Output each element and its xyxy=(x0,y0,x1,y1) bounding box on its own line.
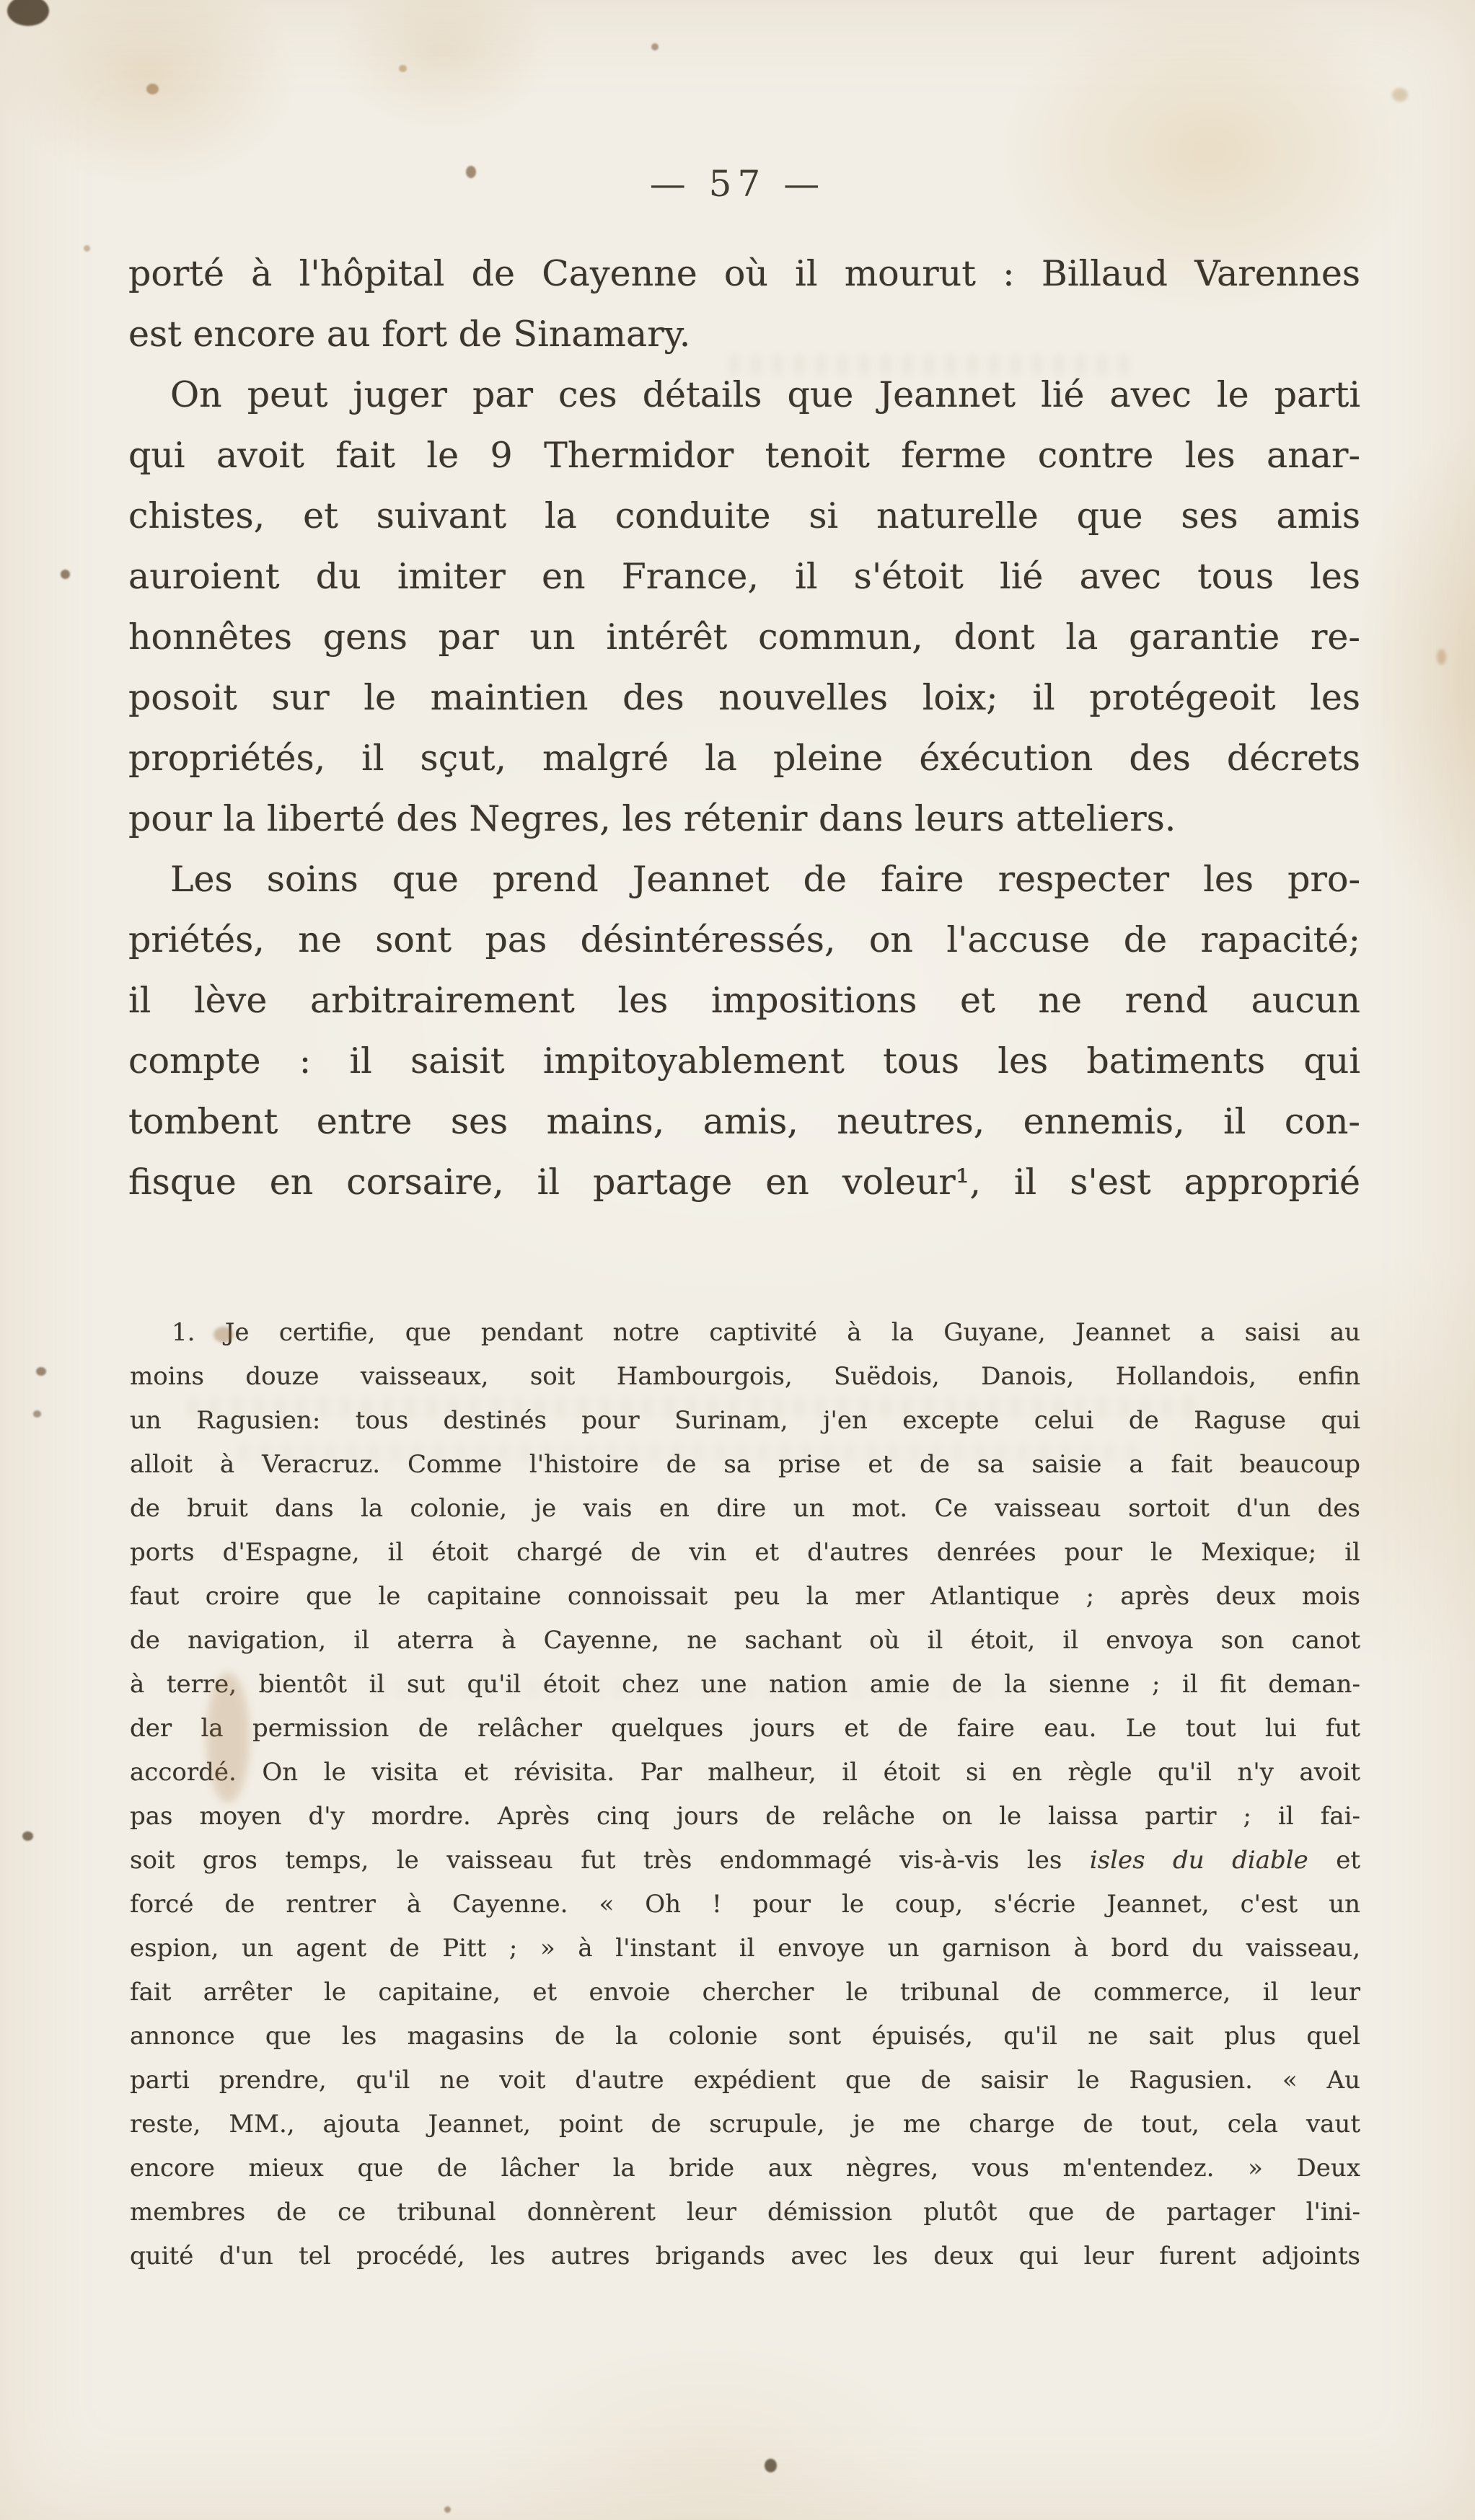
footnote-line: de bruit dans la colonie, je vais en dire un mot. Ce vaisseau sortoit d'un des xyxy=(130,1494,1360,1523)
text-line: auroient du imiter en France, il s'étoit lié avec tous les xyxy=(128,556,1360,597)
footnote-line: forcé de rentrer à Cayenne. « Oh ! pour le coup, s'écrie Jeannet, c'est un xyxy=(130,1890,1360,1919)
footnote-line: reste, MM., ajouta Jeannet, point de scrupule, je me charge de tout, cela vaut xyxy=(130,2110,1360,2139)
paragraph xyxy=(128,849,1360,1213)
footnote-line-segment: et xyxy=(1308,1846,1360,1875)
footnote-line: faut croire que le capitaine connoissait peu la mer Atlantique ; après deux mois xyxy=(130,1582,1360,1611)
stain-speck xyxy=(61,570,70,579)
stain-speck xyxy=(22,1831,33,1841)
text-line: porté à l'hôpital de Cayenne où il mourut : Billaud Varennes xyxy=(128,253,1360,294)
text-line: est encore au fort de Sinamary. xyxy=(128,314,691,355)
stain-speck xyxy=(1437,649,1446,665)
text-line: posoit sur le maintien des nouvelles loix; il protégeoit les xyxy=(128,677,1360,718)
footnote-line: 1. Je certifie, que pendant notre captivité à la Guyane, Jeannet a saisi au xyxy=(172,1318,1360,1347)
footnote-line: à terre, bientôt il sut qu'il étoit chez une nation amie de la sienne ; il fit deman- xyxy=(130,1670,1360,1699)
text-line: il lève arbitrairement les impositions et ne rend aucun xyxy=(128,980,1360,1021)
footnote-line: un Ragusien: tous destinés pour Surinam, j'en excepte celui de Raguse qui xyxy=(130,1406,1360,1435)
footnote-line: pas moyen d'y mordre. Après cinq jours de relâche on le laissa partir ; il fai- xyxy=(130,1802,1360,1831)
stain-speck xyxy=(33,1410,41,1418)
text-line: On peut juger par ces détails que Jeannet lié avec le parti xyxy=(170,374,1360,415)
stain-speck xyxy=(36,1367,46,1376)
text-line: compte : il saisit impitoyablement tous les batiments qui xyxy=(128,1040,1360,1082)
stain-speck xyxy=(399,65,407,72)
stain-speck xyxy=(84,245,90,252)
text-line: fisque en corsaire, il partage en voleur¹, il s'est approprié xyxy=(128,1162,1360,1203)
stain-speck xyxy=(7,0,49,26)
footnote-line: accordé. On le visita et révisita. Par malheur, il étoit si en règle qu'il n'y avoit xyxy=(130,1758,1360,1787)
text-line: qui avoit fait le 9 Thermidor tenoit ferme contre les anar- xyxy=(128,435,1360,476)
footnote-line: fait arrêter le capitaine, et envoie chercher le tribunal de commerce, il leur xyxy=(130,1978,1360,2007)
footnote-line: alloit à Veracruz. Comme l'histoire de sa prise et de sa saisie a fait beaucoup xyxy=(130,1450,1360,1479)
text-line: propriétés, il sçut, malgré la pleine éxécution des décrets xyxy=(128,738,1360,779)
footnote-line: moins douze vaisseaux, soit Hambourgois, Suëdois, Danois, Hollandois, enfin xyxy=(130,1362,1360,1391)
page-number: — 57 — xyxy=(649,163,826,205)
text-line: Les soins que prend Jeannet de faire respecter les pro- xyxy=(170,859,1360,900)
stain-speck xyxy=(765,2459,777,2472)
footnote-line xyxy=(130,1839,1360,1883)
text-line: tombent entre ses mains, amis, neutres, ennemis, il con- xyxy=(128,1101,1360,1142)
text-line: priétés, ne sont pas désintéressés, on l'accuse de rapacité; xyxy=(128,919,1360,960)
stain-speck xyxy=(651,43,659,50)
main-text-block xyxy=(128,244,1360,1213)
footnote-line-segment: soit gros temps, le vaisseau fut très endommagé vis-à-vis les xyxy=(130,1846,1090,1875)
footnote-line: der la permission de relâcher quelques jours et de faire eau. Le tout lui fut xyxy=(130,1714,1360,1743)
stain-speck xyxy=(444,2506,451,2513)
footnote-line: de navigation, il aterra à Cayenne, ne sachant où il étoit, il envoya son canot xyxy=(130,1626,1360,1655)
footnote-line-italic-segment: isles du diable xyxy=(1089,1846,1308,1875)
footnote-line: annonce que les magasins de la colonie sont épuisés, qu'il ne sait plus quel xyxy=(130,2022,1360,2051)
stain-speck xyxy=(146,84,159,94)
paragraph xyxy=(128,365,1360,849)
text-line: pour la liberté des Negres, les rétenir dans leurs atteliers. xyxy=(128,798,1176,839)
footnote-block xyxy=(130,1311,1360,2278)
paragraph xyxy=(128,244,1360,365)
text-line: honnêtes gens par un intérêt commun, dont la garantie re- xyxy=(128,616,1360,658)
stain-speck xyxy=(1392,88,1408,102)
footnote-line: espion, un agent de Pitt ; » à l'instant il envoye un garnison à bord du vaisseau, xyxy=(130,1934,1360,1963)
text-line: chistes, et suivant la conduite si naturelle que ses amis xyxy=(128,495,1360,536)
footnote-line: parti prendre, qu'il ne voit d'autre expédient que de saisir le Ragusien. « Au xyxy=(130,2066,1360,2095)
footnote-line: ports d'Espagne, il étoit chargé de vin et d'autres denrées pour le Mexique; il xyxy=(130,1538,1360,1567)
footnote-line: encore mieux que de lâcher la bride aux nègres, vous m'entendez. » Deux xyxy=(130,2154,1360,2183)
footnote-line: quité d'un tel procédé, les autres brigands avec les deux qui leur furent adjoints xyxy=(130,2242,1360,2271)
footnote-line: membres de ce tribunal donnèrent leur démission plutôt que de partager l'ini- xyxy=(130,2198,1360,2227)
